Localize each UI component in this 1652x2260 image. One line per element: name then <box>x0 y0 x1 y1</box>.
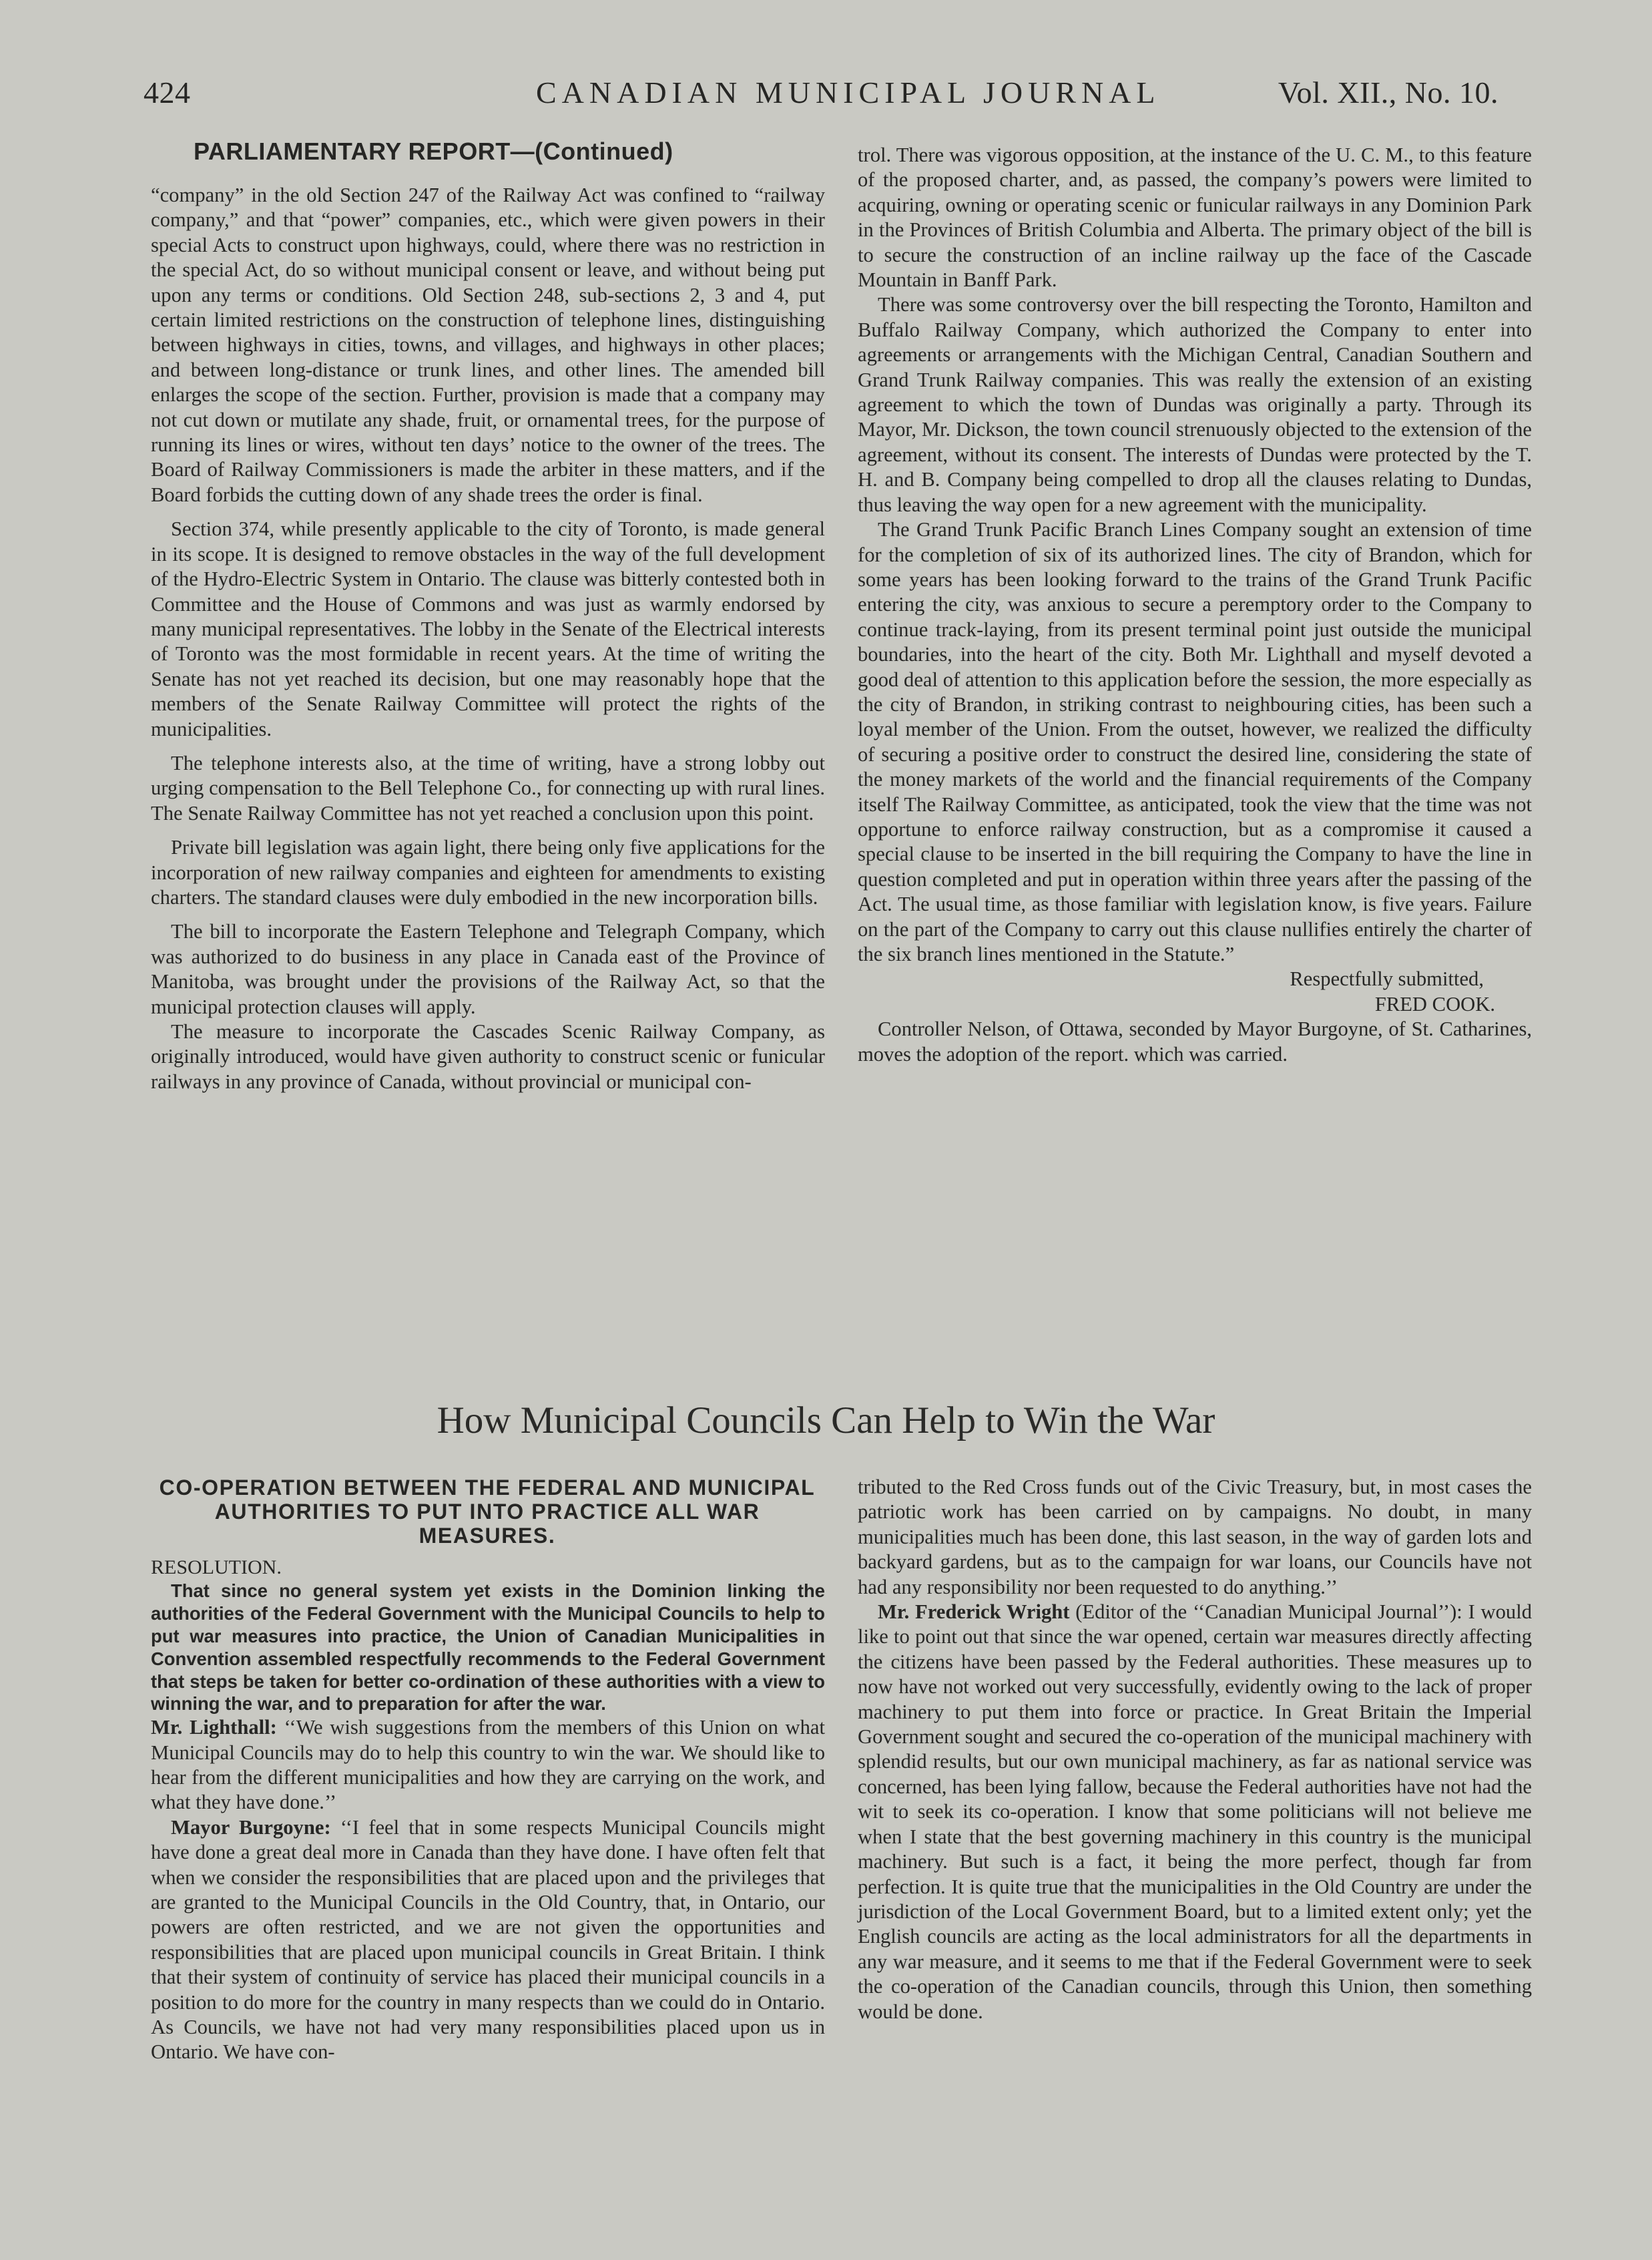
report-paragraph: The bill to incorporate the Eastern Telephone and Telegraph Company, which was authorized to do business in any place in Canada east of the Province of Manitoba, was brought under the provisions of the Railway Act, so that the municipal protection clauses will apply. <box>151 920 825 1018</box>
speaker-name: Mr. Lighthall: <box>151 1716 277 1739</box>
subhead-spacer <box>151 1506 825 1555</box>
report-paragraph: The measure to incorporate the Cascades Scenic Railway Company, as originally introduced, would have given authority to construct scenic or funicular railways in any province of Canada, without provincial or municipal con- <box>151 1020 825 1093</box>
speech-text: ‘‘I feel that in some respects Municipal Councils might have done a great deal more in Canada than they have done. I have often felt that when we consider the responsibilities that are placed upon and the privileges that are granted to the Municipal Councils in the Old Country, that, in Ontario, our powers are often restricted, and we are not given the opportunities and responsibilities that are placed upon municipal councils in Great Britain. I think that their system of continuity of service has placed their municipal councils in a position to do more for the country in many respects than we could do in Ontario. As Councils, we have not had very many responsibilities placed upon us in Ontario. We have con- <box>151 1815 825 2064</box>
report-paragraph: The Grand Trunk Pacific Branch Lines Company sought an extension of time for the completion of six of its authorized lines. The city of Brandon, which for some years has been looking forward to the trains of the Grand Trunk Pacific entering the city, was anxious to secure a peremptory order to the Company to continue track-laying, from its present terminal point just outside the municipal boundaries, into the heart of the city. Both Mr. Lighthall and myself devoted a good deal of attention to this application before the session, the more especially as the city of Brandon, in striking contrast to neighbouring cities, has been such a loyal member of the Union. From the outset, however, we realized the difficulty of securing a positive order to construct the desired line, considering the state of the money markets of the world and the financial requirements of the Company itself The Railway Committee, as anticipated, took the view that the time was not opportune to enforce railway construction, but as a compromise it caused a special clause to be inserted in the bill requiring the Company to have the line in question completed and put in operation within three years after the passing of the Act. The usual time, as those familiar with legislation know, is five years. Failure on the part of the Company to carry out this clause nullifies entirely the charter of the six branch lines mentioned in the Statute.” <box>858 518 1532 965</box>
resolution-text: That since no general system yet exists in the Dominion linking the authorities of the Federal Government with the Municipal Councils to help to put war measures into practice, the Union of Canadian Municipalities in Convention assembled respectfully recommends to the Federal Government that steps be taken for better co-ordination of these authorities with a view to winning the war, and to preparation for after the war. <box>151 1580 825 1715</box>
page-number: 424 <box>144 75 191 109</box>
report-paragraph: “company” in the old Section 247 of the Railway Act was confined to “railway company,” and that “power” companies, etc., which were given powers in their special Acts to construct upon highways, could, where there was no restriction in the special Act, do so without municipal consent or leave, and without being put upon any terms or conditions. Old Section 248, sub-sections 2, 3 and 4, put certain limited restrictions on the construction of telephone lines, distinguishing between highways in cities, towns, and villages, and highways in other places; and between long-distance or trunk lines, and other lines. The amended bill enlarges the scope of the section. Further, provision is made that a company may not cut down or mutilate any shade, fruit, or ornamental trees, for the purpose of running its lines or wires, without ten days’ notice to the owner of the trees. The Board of Railway Commissioners is made the arbiter in these matters, and if the Board forbids the cutting down of any shade trees the order is final. <box>151 184 825 506</box>
closing-paragraph: Controller Nelson, of Ottawa, seconded by Mayor Burgoyne, of St. Catharines, moves the adoption of the report. which was carried. <box>858 1018 1532 1066</box>
report-paragraph: Private bill legislation was again light, there being only five applications for the incorporation of new railway companies and eighteen for amendments to existing charters. The standard clauses were duly embodied in the new incorporation bills. <box>151 836 825 909</box>
article-column-right <box>858 1475 1532 2024</box>
report-column-left <box>151 183 825 1094</box>
article-subhead: CO-OPERATION BETWEEN THE FEDERAL AND MUNICIPAL AUTHORITIES TO PUT INTO PRACTICE ALL WAR MEASURES. <box>159 1476 816 1548</box>
report-paragraph: Section 374, while presently applicable to the city of Toronto, is made general in its scope. It is designed to remove obstacles in the way of the full development of the Hydro-Electric System in Ontario. The clause was bitterly contested both in Committee and the House of Commons and was just as warmly endorsed by many municipal representatives. The lobby in the Senate of the Electrical interests of Toronto was the most formidable in recent years. At the time of writing the Senate has not yet reached its decision, but one may reasonably hope that the members of the Senate Railway Committee will protect the rights of the municipalities. <box>151 517 825 740</box>
speech-text: (Editor of the ‘‘Canadian Municipal Journal’’): I would like to point out that since the war opened, certain war measures directly affecting the citizens have been passed by the Federal authorities. These measures up to now have not worked out very successfully, evidently owing to the lack of proper machinery to put them into force or practice. In Great Britain the Imperial Government sought and secured the co-operation of the municipal machinery with splendid results, but our own municipal machinery, as far as national service was concerned, has been lying fallow, because the Federal authorities have not had the wit to seek its co-operation. I know that some politicians will not believe me when I state that the best governing machinery in this country is the municipal machinery. But such is a fact, it being the more perfect, though far from perfection. It is quite true that the municipalities in the Old Country are under the jurisdiction of the Local Government Board, but to a limited extent only; yet the English councils are acting as the local administrators for all the departments in any war measure, and it seems to me that if the Federal Government were to seek the co-operation of the Canadian councils, through this Union, then something would be done. <box>858 1600 1533 2023</box>
running-head <box>144 75 1498 115</box>
section-heading: PARLIAMENTARY REPORT—(Continued) <box>194 138 673 165</box>
article-column-left <box>151 1506 825 2065</box>
speech-paragraph <box>858 1600 1532 2024</box>
volume-number: Vol. XII., No. 10. <box>1278 75 1498 109</box>
speech-paragraph <box>151 1815 825 2065</box>
signature-block <box>858 967 1532 1017</box>
speech-text: ‘‘We wish suggestions from the members of this Union on what Municipal Councils may do to help this country to win the war. We should like to hear from the different municipalities and how they are carrying on the work, and what they have done.’’ <box>151 1716 825 1814</box>
speech-paragraph <box>151 1715 825 1815</box>
report-column-right <box>858 143 1532 1067</box>
report-paragraph: The telephone interests also, at the time of writing, have a strong lobby out urging compensation to the Bell Telephone Co., for connecting up with rural lines. The Senate Railway Committee has not yet reached a conclusion upon this point. <box>151 751 825 825</box>
speech-continuation: tributed to the Red Cross funds out of the Civic Treasury, but, in most cases the patriotic work has been carried on by campaigns. No doubt, in many municipalities much has been done, this last season, in the way of garden lots and backyard gardens, but as to the campaign for war loans, our Councils have not had any responsibility nor been requested to do anything.’’ <box>858 1476 1532 1598</box>
report-paragraph: trol. There was vigorous opposition, at the instance of the U. C. M., to this feature of the proposed charter, and, as passed, the company’s powers were limited to acquiring, owning or operating scenic or funicular railways in any Dominion Park in the Provinces of British Columbia and Alberta. The primary object of the bill is to secure the construction of an incline railway up the face of the Cascade Mountain in Banff Park. <box>858 144 1532 292</box>
resolution-label: RESOLUTION. <box>151 1556 282 1578</box>
signoff-line: Respectfully submitted, <box>1290 967 1484 991</box>
signoff-name: FRED COOK. <box>1374 992 1495 1015</box>
report-paragraph: There was some controversy over the bill respecting the Toronto, Hamilton and Buffalo Railway Company, which authorized the Company to enter into agreements or arrangements with the Michigan Central, Canadian Southern and Grand Trunk Railway companies. This was really the extension of an existing agreement to which the town of Dundas was originally a party. Through its Mayor, Mr. Dickson, the town council strenuously objected to the extension of the agreement, without its consent. The interests of Dundas were protected by the T. H. and B. Company being compelled to drop all the clauses relating to Dundas, thus leaving the way open for a new agreement with the municipality. <box>858 293 1532 516</box>
speaker-name: Mr. Frederick Wright <box>878 1600 1070 1624</box>
journal-title: CANADIAN MUNICIPAL JOURNAL <box>536 75 1161 109</box>
article-title: How Municipal Councils Can Help to Win the War <box>437 1399 1215 1441</box>
speaker-name: Mayor Burgoyne: <box>171 1815 331 1839</box>
